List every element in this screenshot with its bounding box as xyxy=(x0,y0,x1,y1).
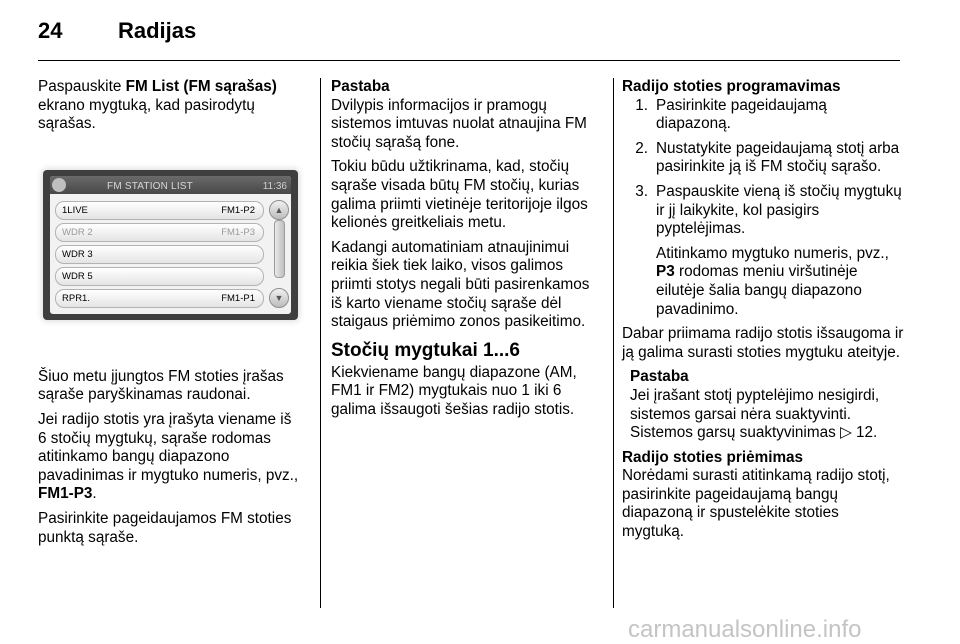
station-row: 1LIVE FM1-P2 xyxy=(55,201,264,220)
paragraph: Dabar priimama radijo stotis išsaugoma ir ją galima surasti stoties mygtuku ateityje. xyxy=(622,325,904,361)
note-title: Pastaba xyxy=(331,78,390,95)
steps-list xyxy=(622,97,904,320)
column-divider xyxy=(613,78,614,608)
note-block xyxy=(622,368,904,442)
paragraph: Jei radijo stotis yra įrašyta viename iš 6 stočių mygtukų, sąraše rodomas atitinkamo bangų diapazono pavadinimas ir mygtuko numeris, pvz., FM1-P3. xyxy=(38,410,299,503)
list-item: 2. Nustatykite pageidaujamą stotį arba pasirinkite ją iš FM stočių sąrašo. xyxy=(635,139,900,176)
column-2 xyxy=(331,78,603,426)
triangle-right-icon: ▷ xyxy=(839,424,852,442)
list-item: 1. Pasirinkite pageidaujamą diapazoną. xyxy=(635,96,827,133)
list-item: 3. Paspauskite vieną iš stočių mygtukų ir jį laikykite, kol pasigirs pyptelėjimas. xyxy=(635,182,902,238)
screen-title-bar xyxy=(50,176,291,194)
subsection-heading: Radijo stoties programavimas xyxy=(622,78,841,95)
screen-title: FM STATION LIST xyxy=(107,180,193,192)
note-paragraph: Tokiu būdu užtikrinama, kad, stočių sąraše visada būtų FM stočių, kurias galima priimti vietinėje teritorijoje ilgos kelionės greitkeliais metu. xyxy=(331,158,588,232)
section-heading: Stočių mygtukai 1...6 xyxy=(331,339,520,361)
screen-display xyxy=(50,176,291,314)
watermark: carmanualsonline.info xyxy=(628,616,862,643)
note-paragraph: Dvilypis informacijos ir pramogų sistemos imtuvas nuolat atnaujina FM stočių sąrašą fone. xyxy=(331,96,587,151)
column-3 xyxy=(622,78,904,548)
intro-paragraph: Paspauskite FM List (FM sąrašas) ekrano mygtuką, kad pasirodytų sąrašas. xyxy=(38,78,277,133)
paragraph: Norėdami surasti atitinkamą radijo stotį, pasirinkite pageidaujamą bangų diapazoną ir spustelėkite stoties mygtuką. xyxy=(622,467,890,541)
page-number: 24 xyxy=(38,18,63,43)
paragraph: Pasirinkite pageidaujamos FM stoties punktą sąraše. xyxy=(38,509,292,546)
header-rule xyxy=(38,60,900,61)
subsection-heading: Radijo stoties priėmimas xyxy=(622,448,804,466)
screen-clock: 11:36 xyxy=(262,180,287,192)
fm-station-list-screen xyxy=(38,148,303,338)
paragraph: Kiekviename bangų diapazone (AM, FM1 ir FM2) mygtukais nuo 1 iki 6 galima išsaugoti šešias radijo stotis. xyxy=(331,363,577,418)
column-1 xyxy=(38,78,303,553)
note-title: Pastaba xyxy=(630,368,689,386)
chevron-down-icon: ▼ xyxy=(269,288,289,308)
note-paragraph: Kadangi automatiniam atnaujinimui reikia šiek tiek laiko, visos galimos priimti stotys negali būti pasirenkamos iš karto viename stočių sąraše dėl staigaus priėmimo zonos pasikeitimo. xyxy=(331,238,590,331)
scrollbar-track xyxy=(274,220,285,278)
station-row: RPR1. FM1-P1 xyxy=(55,289,264,308)
station-row: WDR 2 FM1-P3 xyxy=(55,223,264,242)
page-title: Radijas xyxy=(118,18,197,43)
station-row: WDR 3 xyxy=(55,245,264,264)
chevron-up-icon: ▲ xyxy=(269,200,289,220)
paragraph: Šiuo metu įjungtos FM stoties įrašas sąraše paryškinamas raudonai. xyxy=(38,367,284,404)
page-reference: 12. xyxy=(856,424,878,442)
station-row: WDR 5 xyxy=(55,267,264,286)
note-text: Jei įrašant stotį pyptelėjimo nesigirdi, sistemos garsai nėra suaktyvinti. Sistemos garsų suaktyvinimas ▷ 12. xyxy=(630,386,880,442)
step-note: Atitinkamo mygtuko numeris, pvz., P3 rodomas meniu viršutinėje eilutėje šalia bangų diapazono pavadinimo. xyxy=(656,244,889,318)
column-divider xyxy=(320,78,321,608)
